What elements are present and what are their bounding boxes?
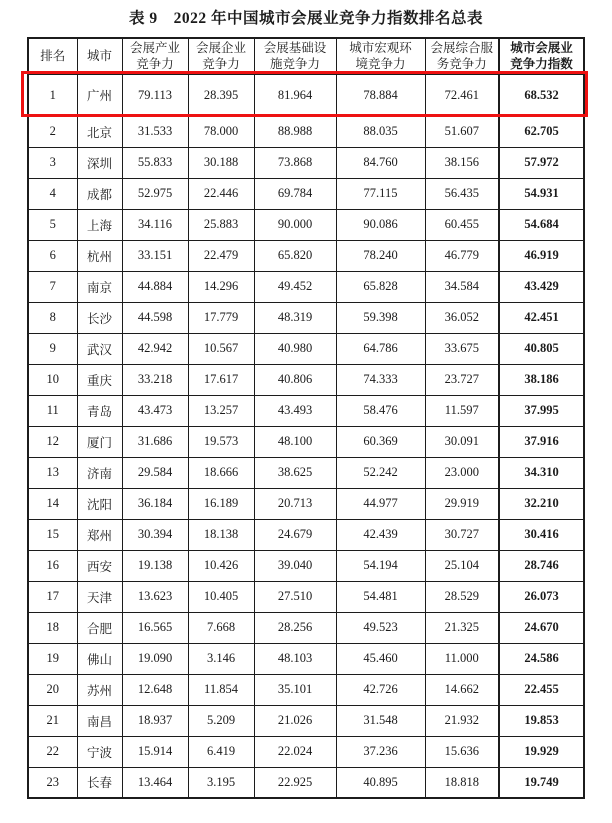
index-score-cell: 34.310: [499, 457, 584, 488]
city-cell: 济南: [77, 457, 122, 488]
rank-cell: 17: [28, 581, 77, 612]
infrastructure-score-cell: 88.988: [254, 116, 336, 147]
industry-score-cell: 13.623: [122, 581, 188, 612]
index-score-cell: 30.416: [499, 519, 584, 550]
column-header-text: 会展企业: [195, 41, 246, 56]
macro-env-score-cell: 52.242: [336, 457, 425, 488]
city-cell: 南京: [77, 271, 122, 302]
city-cell: 郑州: [77, 519, 122, 550]
macro-env-score-cell: 65.828: [336, 271, 425, 302]
table-row: [28, 612, 584, 643]
city-cell: 杭州: [77, 240, 122, 271]
service-score-cell: 21.932: [425, 705, 499, 736]
industry-score-cell: 55.833: [122, 147, 188, 178]
city-cell: 长春: [77, 767, 122, 798]
enterprise-score-cell: 10.426: [188, 550, 254, 581]
enterprise-score-cell: 11.854: [188, 674, 254, 705]
industry-score-cell: 31.533: [122, 116, 188, 147]
enterprise-score-cell: 30.188: [188, 147, 254, 178]
infrastructure-score-cell: 22.024: [254, 736, 336, 767]
service-score-cell: 56.435: [425, 178, 499, 209]
table-row: [28, 643, 584, 674]
macro-env-score-cell: 60.369: [336, 426, 425, 457]
city-cell: 广州: [77, 74, 122, 116]
city-cell: 上海: [77, 209, 122, 240]
index-score-cell: 19.853: [499, 705, 584, 736]
infrastructure-score-cell: 69.784: [254, 178, 336, 209]
service-score-cell: 11.597: [425, 395, 499, 426]
macro-env-score-cell: 45.460: [336, 643, 425, 674]
macro-env-score-cell: 58.476: [336, 395, 425, 426]
enterprise-score-cell: 17.779: [188, 302, 254, 333]
index-score-cell: 19.929: [499, 736, 584, 767]
index-score-cell: 28.746: [499, 550, 584, 581]
macro-env-score-cell: 90.086: [336, 209, 425, 240]
index-score-cell: 68.532: [499, 74, 584, 116]
city-cell: 西安: [77, 550, 122, 581]
rank-cell: 2: [28, 116, 77, 147]
index-score-cell: 37.916: [499, 426, 584, 457]
city-cell: 沈阳: [77, 488, 122, 519]
table-row: [28, 209, 584, 240]
column-header-industry: [122, 38, 188, 74]
index-score-cell: 54.684: [499, 209, 584, 240]
table-header: [28, 38, 584, 74]
service-score-cell: 23.000: [425, 457, 499, 488]
rank-cell: 3: [28, 147, 77, 178]
city-cell: 南昌: [77, 705, 122, 736]
service-score-cell: 15.636: [425, 736, 499, 767]
enterprise-score-cell: 6.419: [188, 736, 254, 767]
industry-score-cell: 15.914: [122, 736, 188, 767]
macro-env-score-cell: 40.895: [336, 767, 425, 798]
column-header-text: 竞争力: [202, 57, 240, 72]
rank-cell: 23: [28, 767, 77, 798]
industry-score-cell: 29.584: [122, 457, 188, 488]
column-header-macro-env: [336, 38, 425, 74]
industry-score-cell: 30.394: [122, 519, 188, 550]
table-row: [28, 581, 584, 612]
column-header-infrastructure: [254, 38, 336, 74]
rank-cell: 11: [28, 395, 77, 426]
industry-score-cell: 16.565: [122, 612, 188, 643]
table-row: [28, 364, 584, 395]
enterprise-score-cell: 18.666: [188, 457, 254, 488]
table-row: [28, 767, 584, 798]
infrastructure-score-cell: 21.026: [254, 705, 336, 736]
infrastructure-score-cell: 24.679: [254, 519, 336, 550]
industry-score-cell: 18.937: [122, 705, 188, 736]
service-score-cell: 33.675: [425, 333, 499, 364]
index-score-cell: 46.919: [499, 240, 584, 271]
rank-cell: 14: [28, 488, 77, 519]
table-row: [28, 271, 584, 302]
table-body: [28, 74, 584, 798]
column-header-enterprise: [188, 38, 254, 74]
infrastructure-score-cell: 35.101: [254, 674, 336, 705]
city-cell: 佛山: [77, 643, 122, 674]
infrastructure-score-cell: 43.493: [254, 395, 336, 426]
rank-cell: 7: [28, 271, 77, 302]
infrastructure-score-cell: 48.103: [254, 643, 336, 674]
table-row: [28, 116, 584, 147]
service-score-cell: 34.584: [425, 271, 499, 302]
column-header-text: 排名: [40, 49, 66, 64]
ranking-table: [27, 37, 585, 799]
industry-score-cell: 34.116: [122, 209, 188, 240]
index-score-cell: 24.670: [499, 612, 584, 643]
index-score-cell: 38.186: [499, 364, 584, 395]
city-cell: 深圳: [77, 147, 122, 178]
enterprise-score-cell: 22.446: [188, 178, 254, 209]
enterprise-score-cell: 13.257: [188, 395, 254, 426]
enterprise-score-cell: 5.209: [188, 705, 254, 736]
table-row: [28, 550, 584, 581]
service-score-cell: 23.727: [425, 364, 499, 395]
infrastructure-score-cell: 40.806: [254, 364, 336, 395]
index-score-cell: 24.586: [499, 643, 584, 674]
rank-cell: 15: [28, 519, 77, 550]
service-score-cell: 25.104: [425, 550, 499, 581]
city-cell: 合肥: [77, 612, 122, 643]
city-cell: 成都: [77, 178, 122, 209]
infrastructure-score-cell: 90.000: [254, 209, 336, 240]
infrastructure-score-cell: 49.452: [254, 271, 336, 302]
macro-env-score-cell: 84.760: [336, 147, 425, 178]
table-container: [27, 37, 583, 799]
infrastructure-score-cell: 28.256: [254, 612, 336, 643]
table-row: [28, 736, 584, 767]
enterprise-score-cell: 3.195: [188, 767, 254, 798]
service-score-cell: 38.156: [425, 147, 499, 178]
infrastructure-score-cell: 81.964: [254, 74, 336, 116]
rank-cell: 16: [28, 550, 77, 581]
enterprise-score-cell: 25.883: [188, 209, 254, 240]
column-header-text: 会展基础设: [263, 41, 327, 56]
index-score-cell: 32.210: [499, 488, 584, 519]
table-row: [28, 240, 584, 271]
enterprise-score-cell: 28.395: [188, 74, 254, 116]
index-score-cell: 37.995: [499, 395, 584, 426]
service-score-cell: 36.052: [425, 302, 499, 333]
enterprise-score-cell: 78.000: [188, 116, 254, 147]
city-cell: 厦门: [77, 426, 122, 457]
enterprise-score-cell: 10.405: [188, 581, 254, 612]
industry-score-cell: 52.975: [122, 178, 188, 209]
table-row: [28, 395, 584, 426]
rank-cell: 4: [28, 178, 77, 209]
index-score-cell: 19.749: [499, 767, 584, 798]
industry-score-cell: 44.884: [122, 271, 188, 302]
column-header-index: [499, 38, 584, 74]
table-row: [28, 302, 584, 333]
service-score-cell: 29.919: [425, 488, 499, 519]
macro-env-score-cell: 31.548: [336, 705, 425, 736]
rank-cell: 10: [28, 364, 77, 395]
macro-env-score-cell: 88.035: [336, 116, 425, 147]
city-cell: 长沙: [77, 302, 122, 333]
column-header-text: 境竞争力: [355, 57, 406, 72]
column-header-service: [425, 38, 499, 74]
rank-cell: 6: [28, 240, 77, 271]
macro-env-score-cell: 54.481: [336, 581, 425, 612]
index-score-cell: 54.931: [499, 178, 584, 209]
rank-cell: 1: [28, 74, 77, 116]
industry-score-cell: 12.648: [122, 674, 188, 705]
industry-score-cell: 36.184: [122, 488, 188, 519]
column-header-text: 施竞争力: [269, 57, 320, 72]
enterprise-score-cell: 7.668: [188, 612, 254, 643]
macro-env-score-cell: 77.115: [336, 178, 425, 209]
table-row: [28, 147, 584, 178]
macro-env-score-cell: 42.439: [336, 519, 425, 550]
column-header-city: [77, 38, 122, 74]
industry-score-cell: 13.464: [122, 767, 188, 798]
enterprise-score-cell: 22.479: [188, 240, 254, 271]
city-cell: 天津: [77, 581, 122, 612]
column-header-text: 竞争力: [136, 57, 174, 72]
rank-cell: 8: [28, 302, 77, 333]
table-row: [28, 457, 584, 488]
macro-env-score-cell: 54.194: [336, 550, 425, 581]
index-score-cell: 62.705: [499, 116, 584, 147]
infrastructure-score-cell: 22.925: [254, 767, 336, 798]
service-score-cell: 51.607: [425, 116, 499, 147]
table-row-highlighted: [28, 74, 584, 116]
city-cell: 青岛: [77, 395, 122, 426]
macro-env-score-cell: 74.333: [336, 364, 425, 395]
industry-score-cell: 42.942: [122, 333, 188, 364]
macro-env-score-cell: 78.240: [336, 240, 425, 271]
infrastructure-score-cell: 65.820: [254, 240, 336, 271]
macro-env-score-cell: 49.523: [336, 612, 425, 643]
enterprise-score-cell: 16.189: [188, 488, 254, 519]
enterprise-score-cell: 3.146: [188, 643, 254, 674]
table-row: [28, 519, 584, 550]
city-cell: 苏州: [77, 674, 122, 705]
table-row: [28, 674, 584, 705]
index-score-cell: 42.451: [499, 302, 584, 333]
enterprise-score-cell: 19.573: [188, 426, 254, 457]
header-row: [28, 38, 584, 74]
enterprise-score-cell: 17.617: [188, 364, 254, 395]
rank-cell: 5: [28, 209, 77, 240]
index-score-cell: 40.805: [499, 333, 584, 364]
rank-cell: 9: [28, 333, 77, 364]
column-header-text: 竞争力指数: [510, 57, 573, 72]
enterprise-score-cell: 10.567: [188, 333, 254, 364]
macro-env-score-cell: 64.786: [336, 333, 425, 364]
table-row: [28, 178, 584, 209]
column-header-text: 城市: [86, 49, 112, 64]
macro-env-score-cell: 44.977: [336, 488, 425, 519]
enterprise-score-cell: 18.138: [188, 519, 254, 550]
table-row: [28, 705, 584, 736]
industry-score-cell: 31.686: [122, 426, 188, 457]
service-score-cell: 72.461: [425, 74, 499, 116]
rank-cell: 12: [28, 426, 77, 457]
industry-score-cell: 19.090: [122, 643, 188, 674]
industry-score-cell: 79.113: [122, 74, 188, 116]
index-score-cell: 26.073: [499, 581, 584, 612]
service-score-cell: 46.779: [425, 240, 499, 271]
service-score-cell: 28.529: [425, 581, 499, 612]
industry-score-cell: 43.473: [122, 395, 188, 426]
infrastructure-score-cell: 73.868: [254, 147, 336, 178]
macro-env-score-cell: 59.398: [336, 302, 425, 333]
industry-score-cell: 33.151: [122, 240, 188, 271]
infrastructure-score-cell: 48.319: [254, 302, 336, 333]
industry-score-cell: 19.138: [122, 550, 188, 581]
table-row: [28, 488, 584, 519]
infrastructure-score-cell: 40.980: [254, 333, 336, 364]
index-score-cell: 22.455: [499, 674, 584, 705]
index-score-cell: 57.972: [499, 147, 584, 178]
city-cell: 武汉: [77, 333, 122, 364]
macro-env-score-cell: 37.236: [336, 736, 425, 767]
service-score-cell: 30.091: [425, 426, 499, 457]
column-header-text: 务竞争力: [436, 57, 487, 72]
industry-score-cell: 44.598: [122, 302, 188, 333]
macro-env-score-cell: 42.726: [336, 674, 425, 705]
rank-cell: 22: [28, 736, 77, 767]
infrastructure-score-cell: 48.100: [254, 426, 336, 457]
macro-env-score-cell: 78.884: [336, 74, 425, 116]
service-score-cell: 60.455: [425, 209, 499, 240]
city-cell: 重庆: [77, 364, 122, 395]
rank-cell: 21: [28, 705, 77, 736]
column-header-text: 会展综合服: [430, 41, 493, 56]
table-row: [28, 426, 584, 457]
column-header-rank: [28, 38, 77, 74]
service-score-cell: 11.000: [425, 643, 499, 674]
index-score-cell: 43.429: [499, 271, 584, 302]
rank-cell: 18: [28, 612, 77, 643]
service-score-cell: 21.325: [425, 612, 499, 643]
infrastructure-score-cell: 38.625: [254, 457, 336, 488]
column-header-text: 会展产业: [129, 41, 180, 56]
column-header-text: 城市会展业: [510, 41, 573, 56]
enterprise-score-cell: 14.296: [188, 271, 254, 302]
rank-cell: 19: [28, 643, 77, 674]
rank-cell: 13: [28, 457, 77, 488]
infrastructure-score-cell: 27.510: [254, 581, 336, 612]
table-row: [28, 333, 584, 364]
service-score-cell: 14.662: [425, 674, 499, 705]
column-header-text: 城市宏观环: [349, 41, 412, 56]
service-score-cell: 18.818: [425, 767, 499, 798]
city-cell: 北京: [77, 116, 122, 147]
industry-score-cell: 33.218: [122, 364, 188, 395]
city-cell: 宁波: [77, 736, 122, 767]
table-title: 表 9 2022 年中国城市会展业竞争力指数排名总表: [128, 10, 483, 27]
service-score-cell: 30.727: [425, 519, 499, 550]
rank-cell: 20: [28, 674, 77, 705]
infrastructure-score-cell: 39.040: [254, 550, 336, 581]
infrastructure-score-cell: 20.713: [254, 488, 336, 519]
